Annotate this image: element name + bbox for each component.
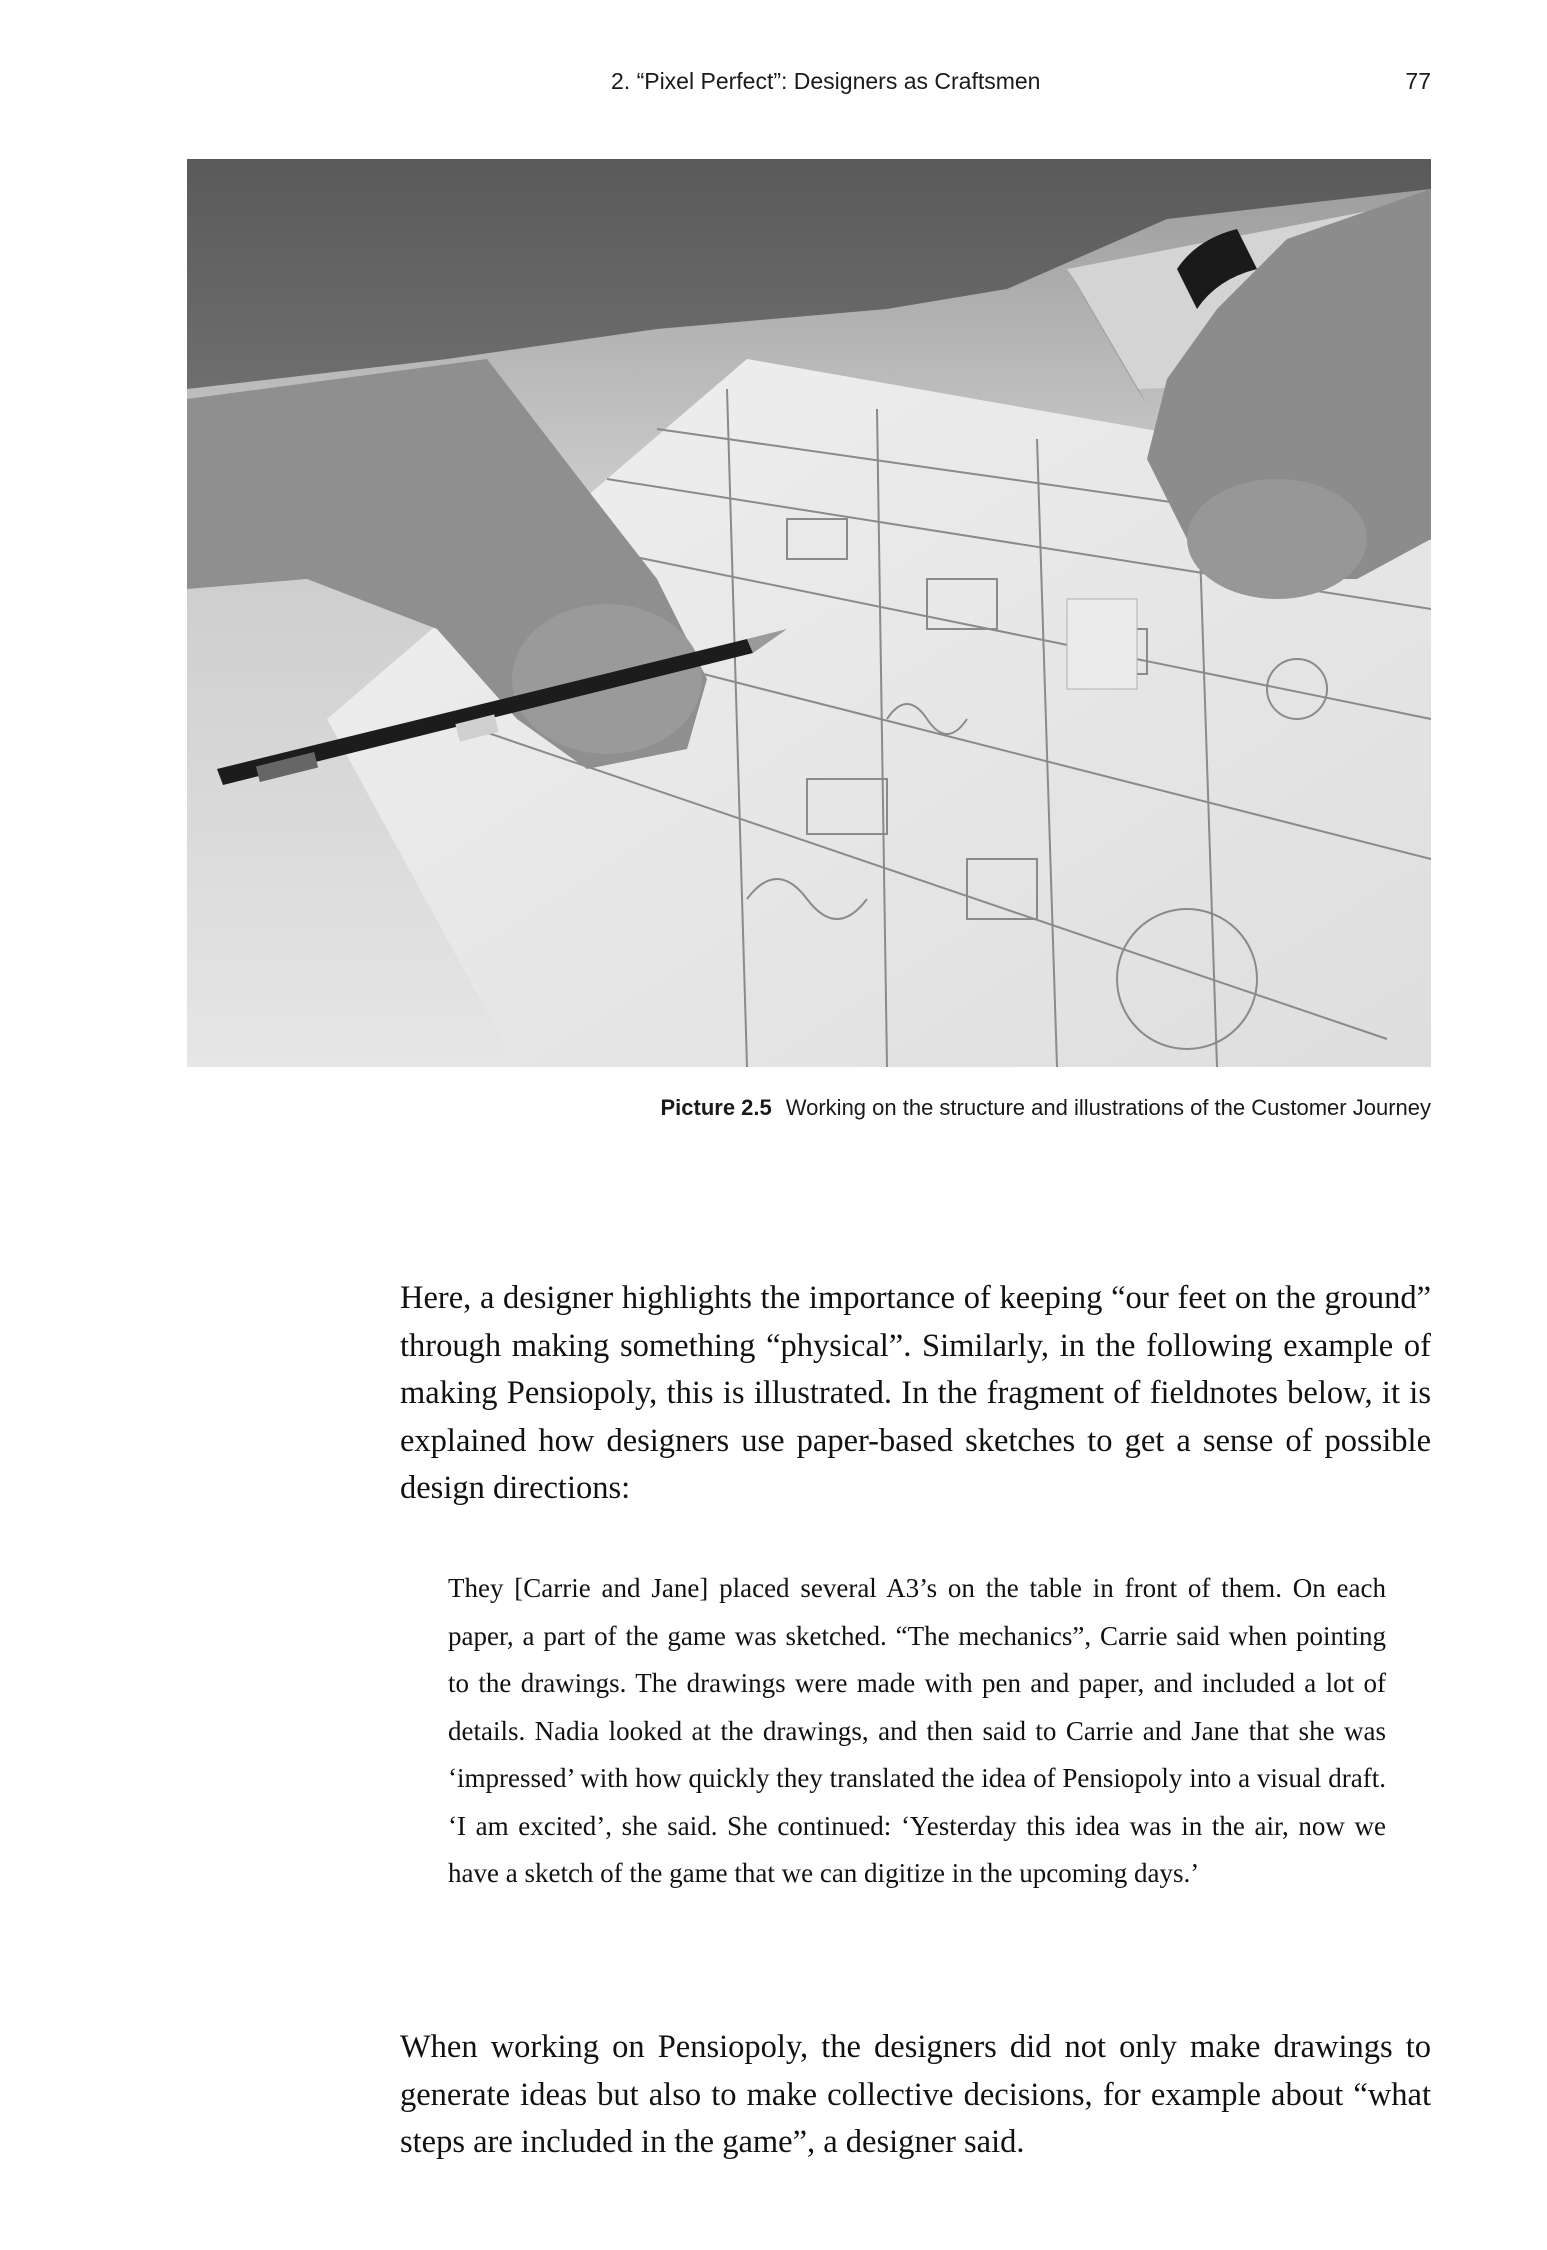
chapter-title: 2. “Pixel Perfect”: Designers as Craftsmen xyxy=(611,68,1041,94)
running-head xyxy=(0,68,1547,104)
page-number: 77 xyxy=(1405,68,1431,94)
body-paragraph-1: Here, a designer highlights the importance of keeping “our feet on the ground” through making something “physical”. Similarly, in the following example of making Pensiopoly, this is illustrated. In the fragment of fieldnotes below, it is explained how designers use paper-based sketches to get a sense of possible design directions: xyxy=(400,1280,1431,1506)
block-quote: They [Carrie and Jane] placed several A3’s on the table in front of them. On each paper, a part of the game was sketched. “The mechanics”, Carrie said when pointing to the drawings. The drawings were made with pen and paper, and included a lot of details. Nadia looked at the drawings, and then said to Carrie and Jane that she was ‘impressed’ with how quickly they translated the idea of Pensiopoly into a visual draft. ‘I am excited’, she said. She continued: ‘Yesterday this idea was in the air, now we have a sketch of the game that we can digitize in the upcoming days.’ xyxy=(448,1573,1386,1888)
right-hand xyxy=(1187,479,1367,599)
caption-text: Working on the structure and illustrations of the Customer Journey xyxy=(785,1095,1431,1120)
photo-illustration xyxy=(187,159,1431,1067)
body-paragraph-2: When working on Pensiopoly, the designers did not only make drawings to generate ideas but also to make collective decisions, for example about “what steps are included in the game”, a designer said. xyxy=(400,2029,1431,2160)
caption-label: Picture 2.5 xyxy=(660,1095,772,1120)
figure-caption xyxy=(187,1095,1431,1121)
figure-photo xyxy=(187,159,1431,1067)
sticky-note xyxy=(1067,599,1137,689)
